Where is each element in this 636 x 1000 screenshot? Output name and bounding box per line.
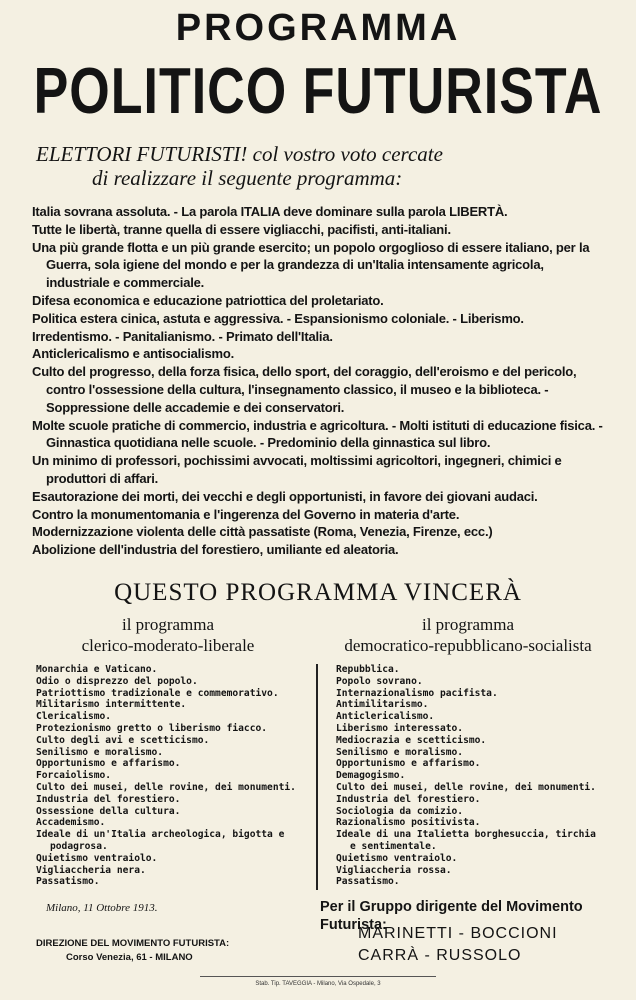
right-column-heading xyxy=(318,614,618,656)
right-column-list xyxy=(336,664,604,888)
program-point: Tutte le libertà, tranne quella di essere vigliacchi, pacifisti, anti-italiani. xyxy=(32,221,451,237)
list-item: Protezionismo gretto o liberismo fiacco. xyxy=(36,722,268,734)
list-item: Quietismo ventraiolo. xyxy=(336,852,458,864)
printer-rule xyxy=(200,976,436,977)
list-item: Liberismo interessato. xyxy=(336,722,464,734)
printer-credit: Stab. Tip. TAVEGGIA - Milano, Via Ospedale, 3 xyxy=(255,981,381,987)
program-point: Molte scuole pratiche di commercio, industria e agricoltura. - Molti istituti di educazione fisica. - Ginnastica quotidiana nelle scuole. - Predominio della ginnastica sul libro. xyxy=(32,417,603,451)
program-point: Italia sovrana assoluta. - La parola ITALIA deve dominare sulla parola LIBERTÀ. xyxy=(32,204,508,219)
elettori-line-2: di realizzare il seguente programma: xyxy=(92,166,403,190)
list-item: Sociologia da comizio. xyxy=(336,805,464,817)
program-point: Contro la monumentomania e l'ingerenza del Governo in materia d'arte. xyxy=(32,506,460,522)
left-heading-line-1: il programma xyxy=(121,615,215,634)
list-item: Quietismo ventraiolo. xyxy=(36,852,158,864)
left-heading-line-2: clerico-moderato-liberale xyxy=(81,636,255,655)
list-item: Opportunismo e affarismo. xyxy=(336,758,481,770)
program-point: Culto del progresso, della forza fisica, dello sport, del coraggio, dell'eroismo e del pericolo, contro l'ossessione della cultura, l'insegnamento classico, il museo e la biblioteca. - Soppressione delle accademie e dei conservatori. xyxy=(32,364,577,415)
direzione-address: Corso Venezia, 61 - MILANO xyxy=(66,952,193,963)
list-item: Demagogismo. xyxy=(336,770,406,782)
list-item: Patriottismo tradizionale e commemorativo. xyxy=(36,687,279,699)
list-item: Anticlericalismo. xyxy=(336,711,435,723)
list-item: Ideale di un'Italia archeologica, bigotta e podagrosa. xyxy=(36,829,285,852)
list-item: Mediocrazia e scetticismo. xyxy=(336,734,487,746)
list-item: Senilismo e moralismo. xyxy=(336,746,464,758)
list-item: Internazionalismo pacifista. xyxy=(336,687,498,699)
list-item: Industria del forestiero. xyxy=(336,793,481,805)
elettori-line-1: ELETTORI FUTURISTI! col vostro voto cercate xyxy=(36,142,443,166)
program-point: Modernizzazione violenta delle città passatiste (Roma, Venezia, Firenze, ecc.) xyxy=(32,524,493,540)
list-item: Culto dei musei, delle rovine, dei monumenti. xyxy=(36,781,296,793)
list-item: Razionalismo positivista. xyxy=(336,817,481,829)
list-item: Senilismo e moralismo. xyxy=(36,746,164,758)
column-divider xyxy=(316,664,318,890)
program-point: Abolizione dell'industria del forestiero, umiliante ed aleatoria. xyxy=(32,542,399,558)
list-item: Ideale di una Italietta borghesuccia, tirchia e sentimentale. xyxy=(336,829,596,852)
left-column-list xyxy=(36,664,304,888)
list-item: Passatismo. xyxy=(336,876,400,888)
program-point: Anticlericalismo e antisocialismo. xyxy=(32,346,234,362)
list-item: Popolo sovrano. xyxy=(336,675,423,687)
list-item: Ossessione della cultura. xyxy=(36,805,181,817)
list-item: Accademismo. xyxy=(36,817,106,829)
program-point: Una più grande flotta e un più grande esercito; un popolo orgoglioso di essere italiano, per la Guerra, sola igiene del mondo e per la grandezza di un'Italia intensamente agricola, industriale e commerciale. xyxy=(32,239,590,291)
left-column-heading xyxy=(18,614,318,656)
direzione-block xyxy=(36,937,306,965)
elettori-appeal xyxy=(36,142,606,190)
program-point: Esautorazione dei morti, dei vecchi e degli opportunisti, in favore dei giovani audaci. xyxy=(32,488,538,504)
program-point: Un minimo di professori, pochissimi avvocati, moltissimi agricoltori, ingegneri, chimici e produttori di affari. xyxy=(32,453,562,486)
list-item: Vigliaccheria rossa. xyxy=(336,864,452,876)
list-item: Militarismo intermittente. xyxy=(36,699,187,711)
list-item: Monarchia e Vaticano. xyxy=(36,664,158,675)
program-point: Politica estera cinica, astuta e aggressiva. - Espansionismo coloniale. - Liberismo. xyxy=(32,310,524,326)
program-point: Difesa economica e educazione patriottica del proletariato. xyxy=(32,292,384,308)
list-item: Opportunismo e affarismo. xyxy=(36,758,181,770)
direzione-label: DIREZIONE DEL MOVIMENTO FUTURISTA: xyxy=(36,938,230,949)
list-item: Clericalismo. xyxy=(36,711,112,723)
list-item: Culto dei musei, delle rovine, dei monumenti. xyxy=(336,781,596,793)
list-item: Passatismo. xyxy=(36,876,100,888)
program-points xyxy=(32,203,606,559)
questo-heading: QUESTO PROGRAMMA VINCERÀ xyxy=(114,579,522,606)
right-heading-line-1: il programma xyxy=(421,615,515,634)
right-heading-line-2: democratico-repubblicano-socialista xyxy=(344,636,592,655)
signatories-line-1: MARINETTI - BOCCIONI xyxy=(358,925,558,942)
title-politico-futurista: POLITICO FUTURISTA xyxy=(33,55,603,128)
date-line: Milano, 11 Ottobre 1913. xyxy=(46,902,158,914)
list-item: Repubblica. xyxy=(336,664,400,675)
per-gruppo-line: Per il Gruppo dirigente del Movimento Futurista: xyxy=(320,899,583,933)
title-programma: PROGRAMMA xyxy=(175,7,461,49)
list-item: Vigliaccheria nera. xyxy=(36,864,146,876)
list-item: Industria del forestiero. xyxy=(36,793,181,805)
list-item: Forcaiolismo. xyxy=(36,770,112,782)
signatories-line-2: CARRÀ - RUSSOLO xyxy=(358,947,522,964)
program-point: Irredentismo. - Panitalianismo. - Primato dell'Italia. xyxy=(32,328,333,344)
list-item: Antimilitarismo. xyxy=(336,699,429,711)
list-item: Culto degli avi e scetticismo. xyxy=(36,734,210,746)
list-item: Odio o disprezzo del popolo. xyxy=(36,675,198,687)
